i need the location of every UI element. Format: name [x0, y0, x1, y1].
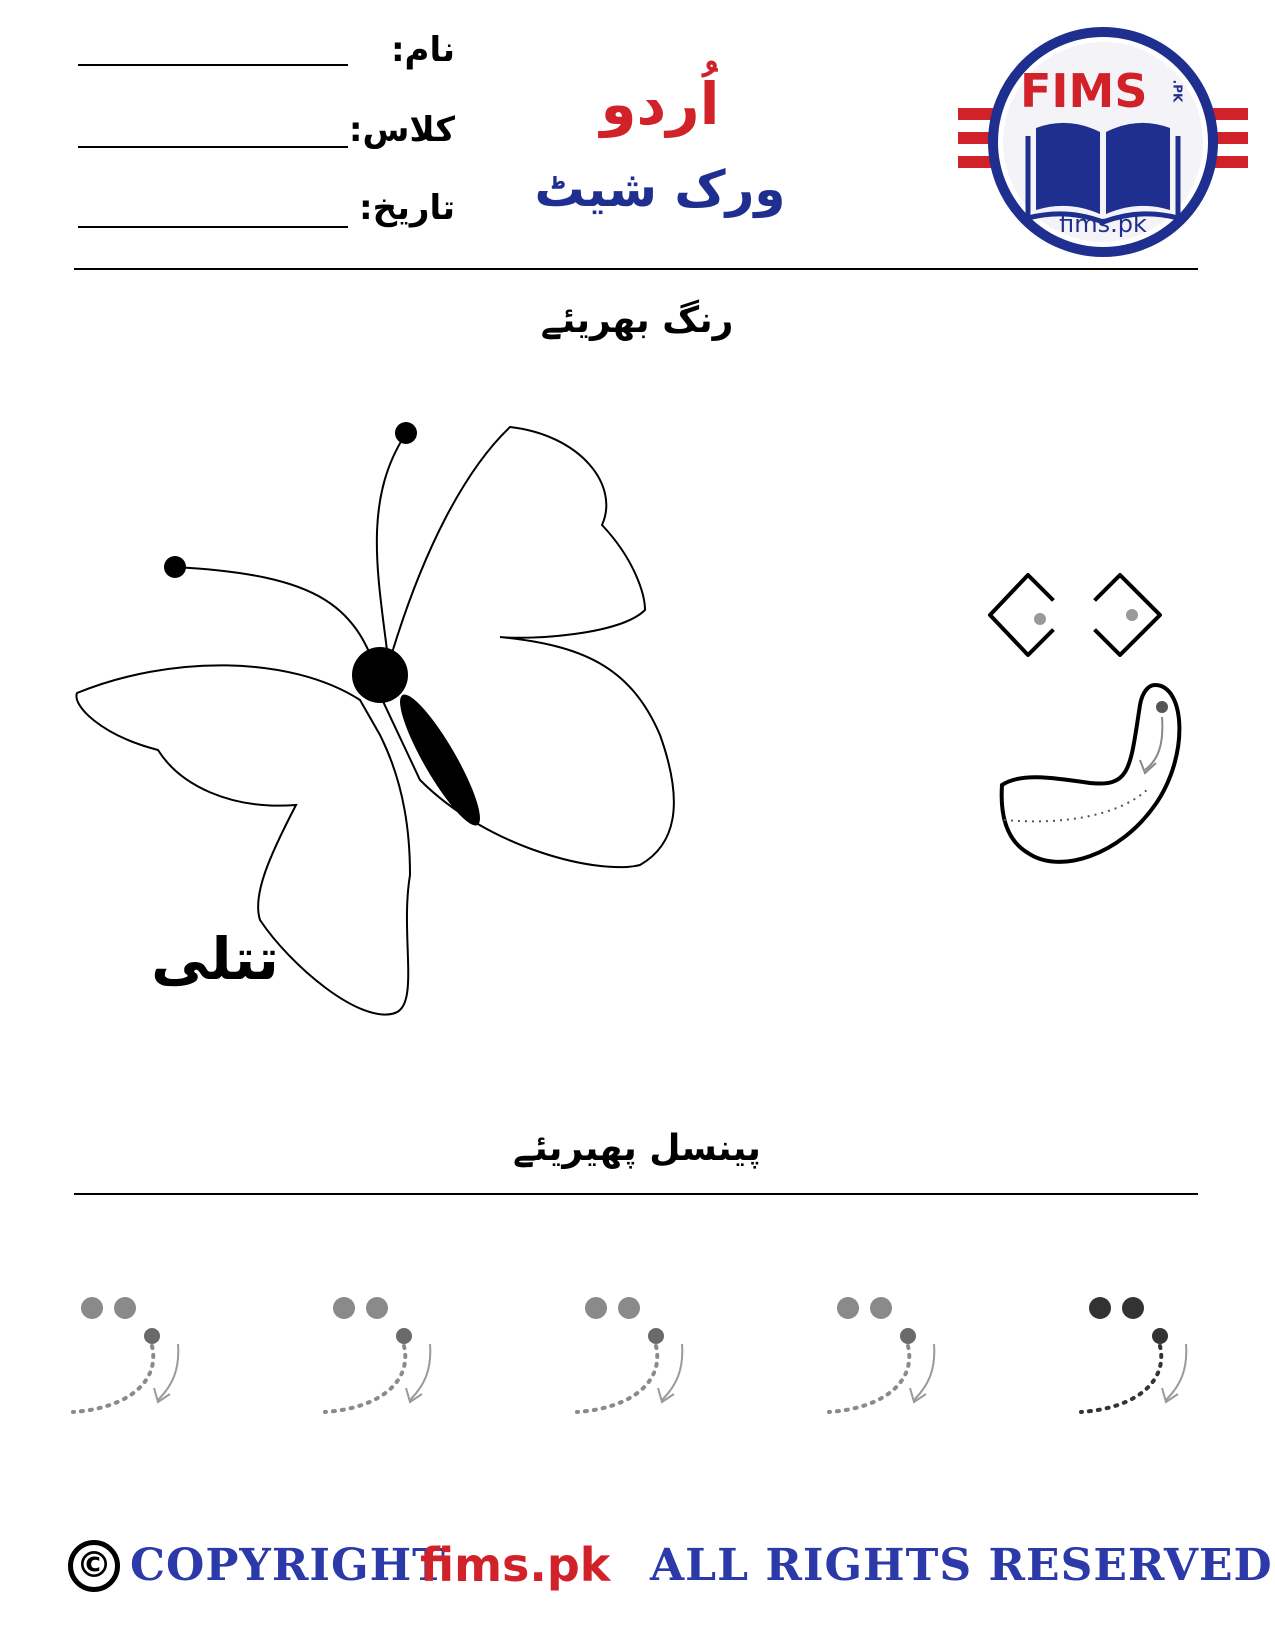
- rights-label: ALL RIGHTS RESERVED: [650, 1540, 1273, 1591]
- trace-letter-5: [1081, 1297, 1186, 1412]
- copyright-label: COPYRIGHT: [130, 1540, 446, 1591]
- logo-url: fims.pk: [1059, 210, 1147, 238]
- class-line[interactable]: [78, 146, 348, 148]
- picture-word: تتلی: [151, 925, 279, 993]
- footer-site[interactable]: fims.pk: [420, 1538, 611, 1592]
- title-urdu: اُردو: [600, 70, 720, 138]
- fims-logo: [958, 24, 1248, 260]
- trace-letter-3: [577, 1297, 682, 1412]
- title-worksheet: ورک شیٹ: [534, 160, 786, 218]
- coloring-instruction: رنگ بھریئے: [540, 300, 734, 341]
- trace-letter-4: [829, 1297, 934, 1412]
- name-line[interactable]: [78, 64, 348, 66]
- logo-suffix: .PK: [1170, 79, 1185, 103]
- header-divider: [74, 268, 1198, 270]
- tracing-divider: [74, 1193, 1198, 1195]
- logo-brand: FIMS: [1020, 64, 1148, 118]
- copyright-icon: [68, 1540, 120, 1592]
- class-label: کلاس:: [348, 110, 455, 150]
- date-line[interactable]: [78, 226, 348, 228]
- trace-letter-2: [325, 1297, 430, 1412]
- trace-letter-1: [73, 1297, 178, 1412]
- date-label: تاریخ:: [359, 188, 455, 228]
- copyright-symbol: ©: [76, 1545, 112, 1586]
- tracing-row: [70, 1280, 1210, 1440]
- name-label: نام:: [390, 30, 455, 70]
- letter-tay-guide: [980, 555, 1200, 905]
- tracing-instruction: پینسل پھیریئے: [513, 1128, 761, 1169]
